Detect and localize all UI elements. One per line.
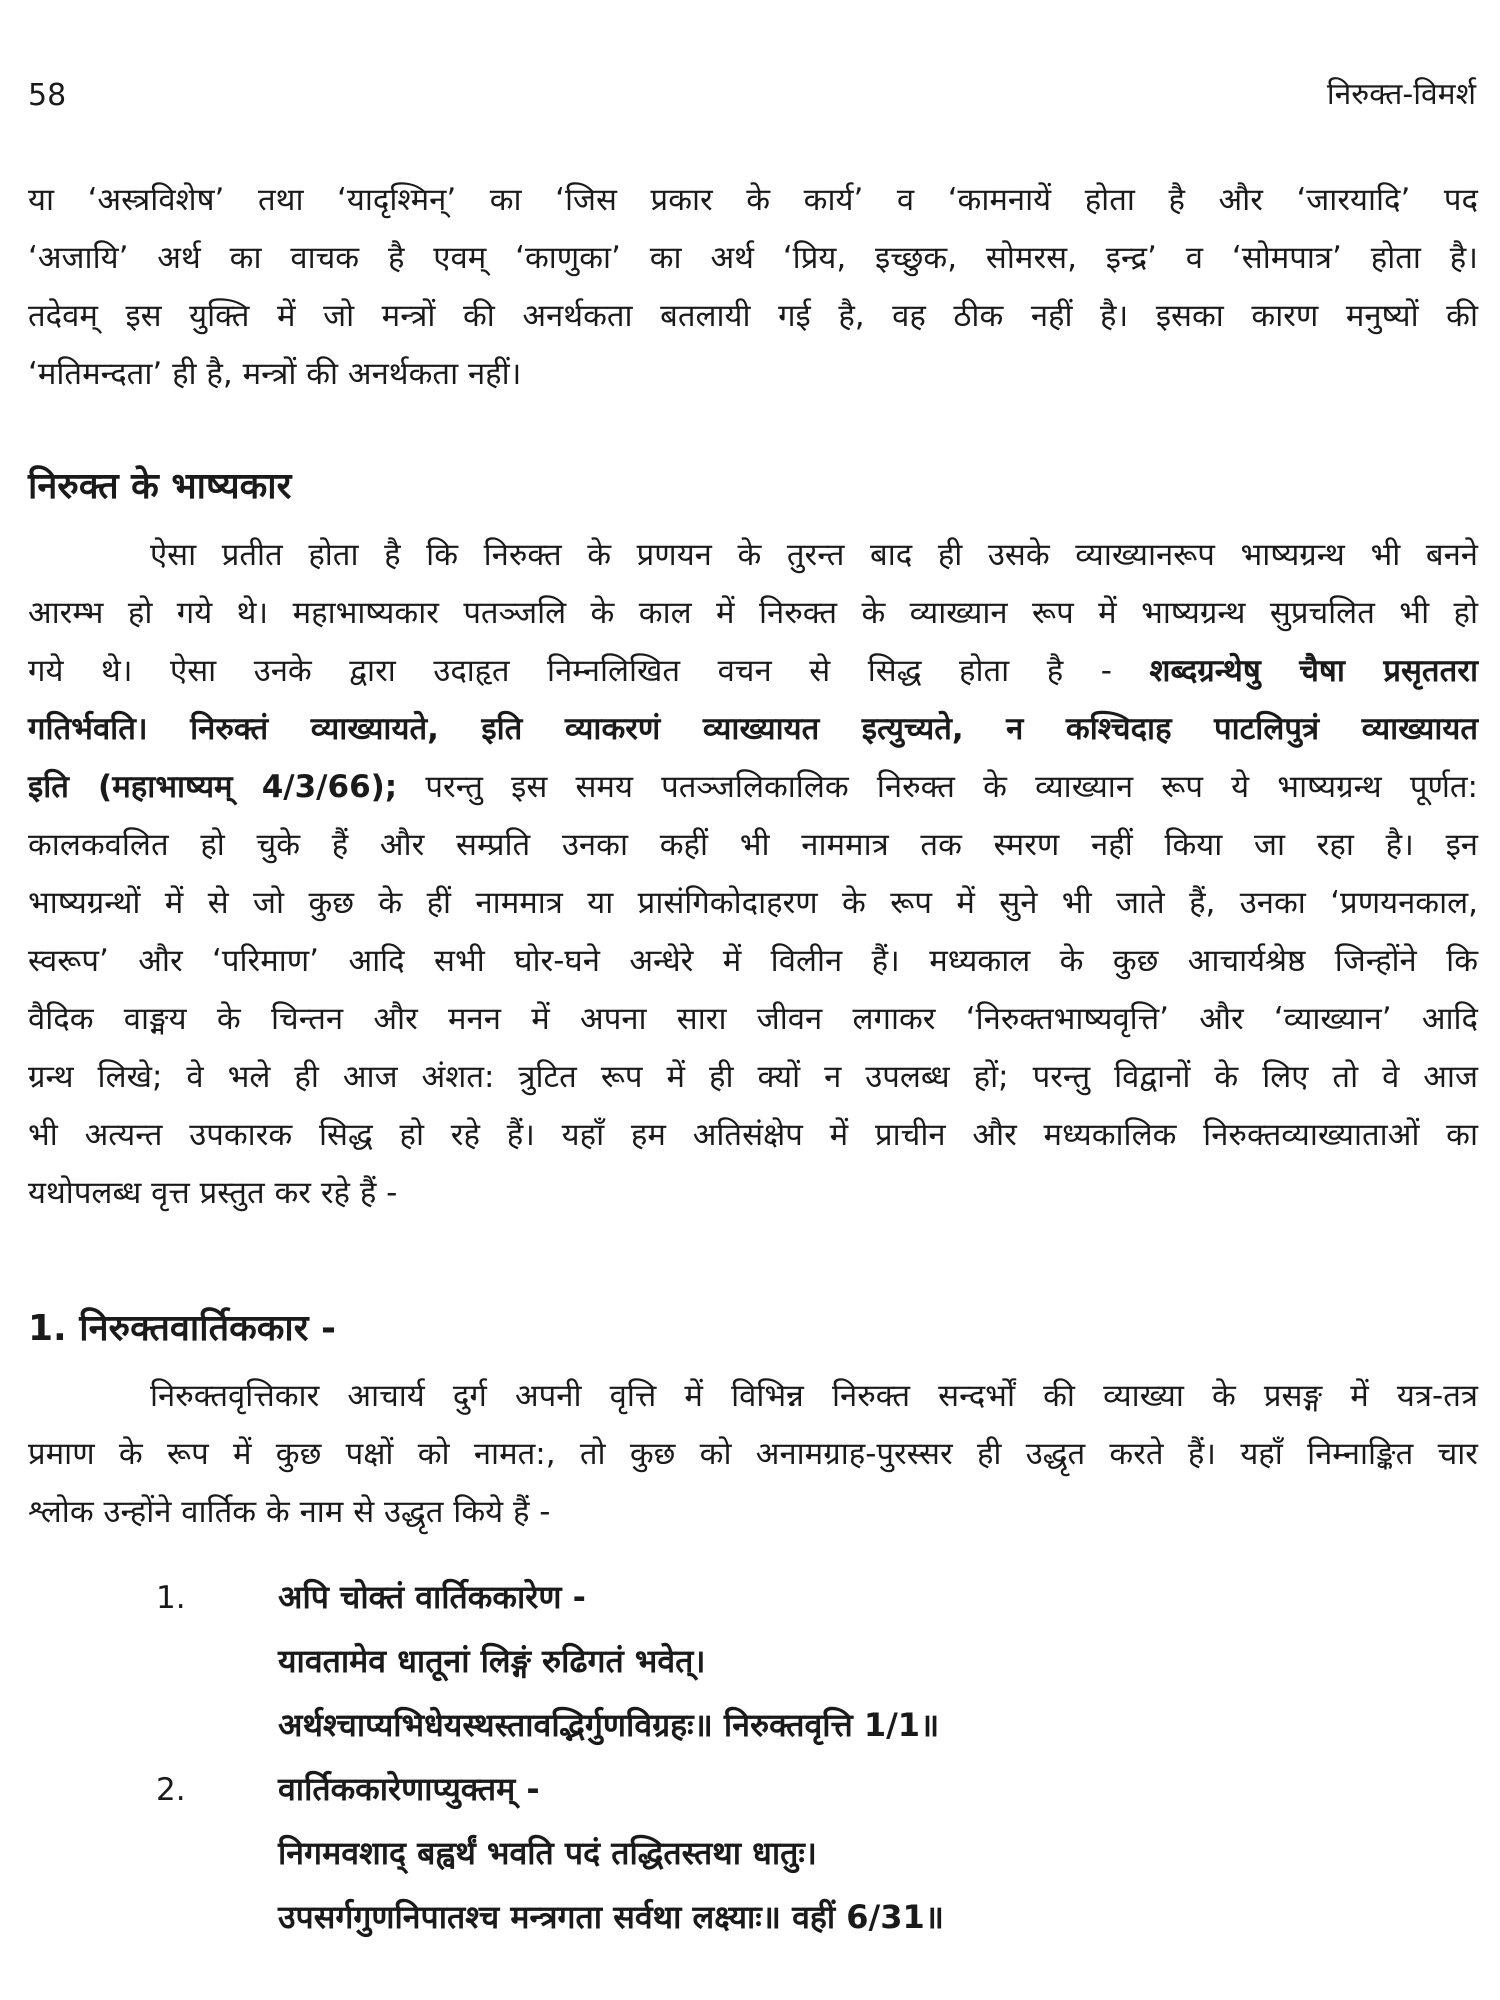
verse-line: अर्थश्चाप्यभिधेयस्थस्तावद्भिर्गुणविग्रहः॥ निरुक्तवृत्ति 1/1॥ bbox=[278, 1706, 940, 1744]
text-line: ऐसा प्रतीत होता है कि निरुक्त के प्रणयन के तुरन्त बाद ही उसके व्याख्यानरूप भाष्यग्रन्थ भी बनने bbox=[150, 537, 1478, 573]
running-title: निरुक्त-विमर्श bbox=[1326, 77, 1476, 112]
text-line: ‘अजायि’ अर्थ का वाचक है एवम् ‘काणुका’ का अर्थ ‘प्रिय, इच्छुक, सोमरस, इन्द्र’ व ‘सोमपात्र’ होता है। bbox=[28, 240, 1478, 276]
text-line: ‘मतिमन्दता’ ही है, मन्त्रों की अनर्थकता नहीं। bbox=[28, 356, 522, 392]
text-line bbox=[28, 651, 1478, 691]
verse-line: यावतामेव धातूनां लिङ्गं रुढिगतं भवेत्। bbox=[278, 1642, 706, 1680]
verse-number: 2. bbox=[156, 1772, 186, 1808]
text-line: भी अत्यन्त उपकारक सिद्ध हो रहे हैं। यहाँ हम अतिसंक्षेप में प्राचीन और मध्यकालिक निरुक्तव्याख्याताओं का bbox=[28, 1117, 1478, 1153]
text-line: भाष्यग्रन्थों में से जो कुछ के हीं नाममात्र या प्रासंगिकोदाहरण के रूप में सुने भी जाते हैं, उनका ‘प्रणयनकाल, bbox=[28, 885, 1478, 921]
page-number: 58 bbox=[28, 78, 67, 113]
text-plain: गये थे। ऐसा उनके द्वारा उदाहृत निम्नलिखित वचन से सिद्ध होता है - bbox=[28, 653, 1150, 689]
section-heading: निरुक्त के भाष्यकार bbox=[28, 466, 292, 507]
text-line: तदेवम् इस युक्ति में जो मन्त्रों की अनर्थकता बतलायी गई है, वह ठीक नहीं है। इसका कारण मनुष्यों की bbox=[28, 298, 1478, 334]
verse-line: अपि चोक्तं वार्तिककारेण - bbox=[278, 1578, 586, 1616]
verse-line: वार्तिककारेणाप्युक्तम् - bbox=[278, 1770, 540, 1808]
verse-number: 1. bbox=[156, 1580, 186, 1616]
text-line: वैदिक वाङ्मय के चिन्तन और मनन में अपना सारा जीवन लगाकर ‘निरुक्तभाष्यवृत्ति’ और ‘व्याख्यान’ आदि bbox=[28, 1001, 1478, 1037]
quote-bold: शब्दग्रन्थेषु चैषा प्रसृततरा bbox=[1149, 653, 1478, 689]
citation-bold: इति (महाभाष्यम् 4/3/66); bbox=[28, 769, 398, 805]
verse-line: उपसर्गगुणनिपातश्च मन्त्रगता सर्वथा लक्ष्याः॥ वहीं 6/31॥ bbox=[278, 1898, 944, 1936]
text-line: स्वरूप’ और ‘परिमाण’ आदि सभी घोर-घने अन्धेरे में विलीन हैं। मध्यकाल के कुछ आचार्यश्रेष्ठ जिन्होंने कि bbox=[28, 943, 1478, 979]
text-line: प्रमाण के रूप में कुछ पक्षों को नामत:, तो कुछ को अनामग्राह-पुरस्सर ही उद्धृत करते हैं। यहाँ निम्नाङ्कित चार bbox=[28, 1436, 1478, 1472]
verse-line: निगमवशाद् बह्वर्थं भवति पदं तद्धितस्तथा धातुः। bbox=[278, 1834, 817, 1872]
text-plain: परन्तु इस समय पतञ्जलिकालिक निरुक्त के व्याख्यान रूप ये भाष्यग्रन्थ पूर्णत: bbox=[397, 769, 1478, 805]
text-line: निरुक्तवृत्तिकार आचार्य दुर्ग अपनी वृत्ति में विभिन्न निरुक्त सन्दर्भों की व्याख्या के प्रसङ्ग में यत्र-तत्र bbox=[150, 1378, 1478, 1414]
text-line: ग्रन्थ लिखे; वे भले ही आज अंशत: त्रुटित रूप में ही क्यों न उपलब्ध हों; परन्तु विद्वानों के लिए तो वे आज bbox=[28, 1059, 1478, 1095]
section-heading: 1. निरुक्तवार्तिककार - bbox=[28, 1308, 336, 1349]
text-line: आरम्भ हो गये थे। महाभाष्यकार पतञ्जलि के काल में निरुक्त के व्याख्यान रूप में भाष्यग्रन्थ सुप्रचलित भी हो bbox=[28, 595, 1478, 631]
text-line: यथोपलब्ध वृत्त प्रस्तुत कर रहे हैं - bbox=[28, 1175, 398, 1211]
text-line: कालकवलित हो चुके हैं और सम्प्रति उनका कहीं भी नाममात्र तक स्मरण नहीं किया जा रहा है। इन bbox=[28, 827, 1478, 863]
text-line: या ‘अस्त्रविशेष’ तथा ‘यादृश्मिन्’ का ‘जिस प्रकार के कार्य’ व ‘कामनायें होता है और ‘जारयादि’ पद bbox=[28, 182, 1478, 218]
text-line bbox=[28, 767, 1478, 807]
text-line: श्लोक उन्होंने वार्तिक के नाम से उद्धृत किये हैं - bbox=[28, 1494, 551, 1530]
quote-bold-line: गतिर्भवति। निरुक्तं व्याख्यायते, इति व्याकरणं व्याख्यायत इत्युच्यते, न कश्चिदाह पाटलिपुत्रं व्याख्यायत bbox=[28, 711, 1478, 747]
